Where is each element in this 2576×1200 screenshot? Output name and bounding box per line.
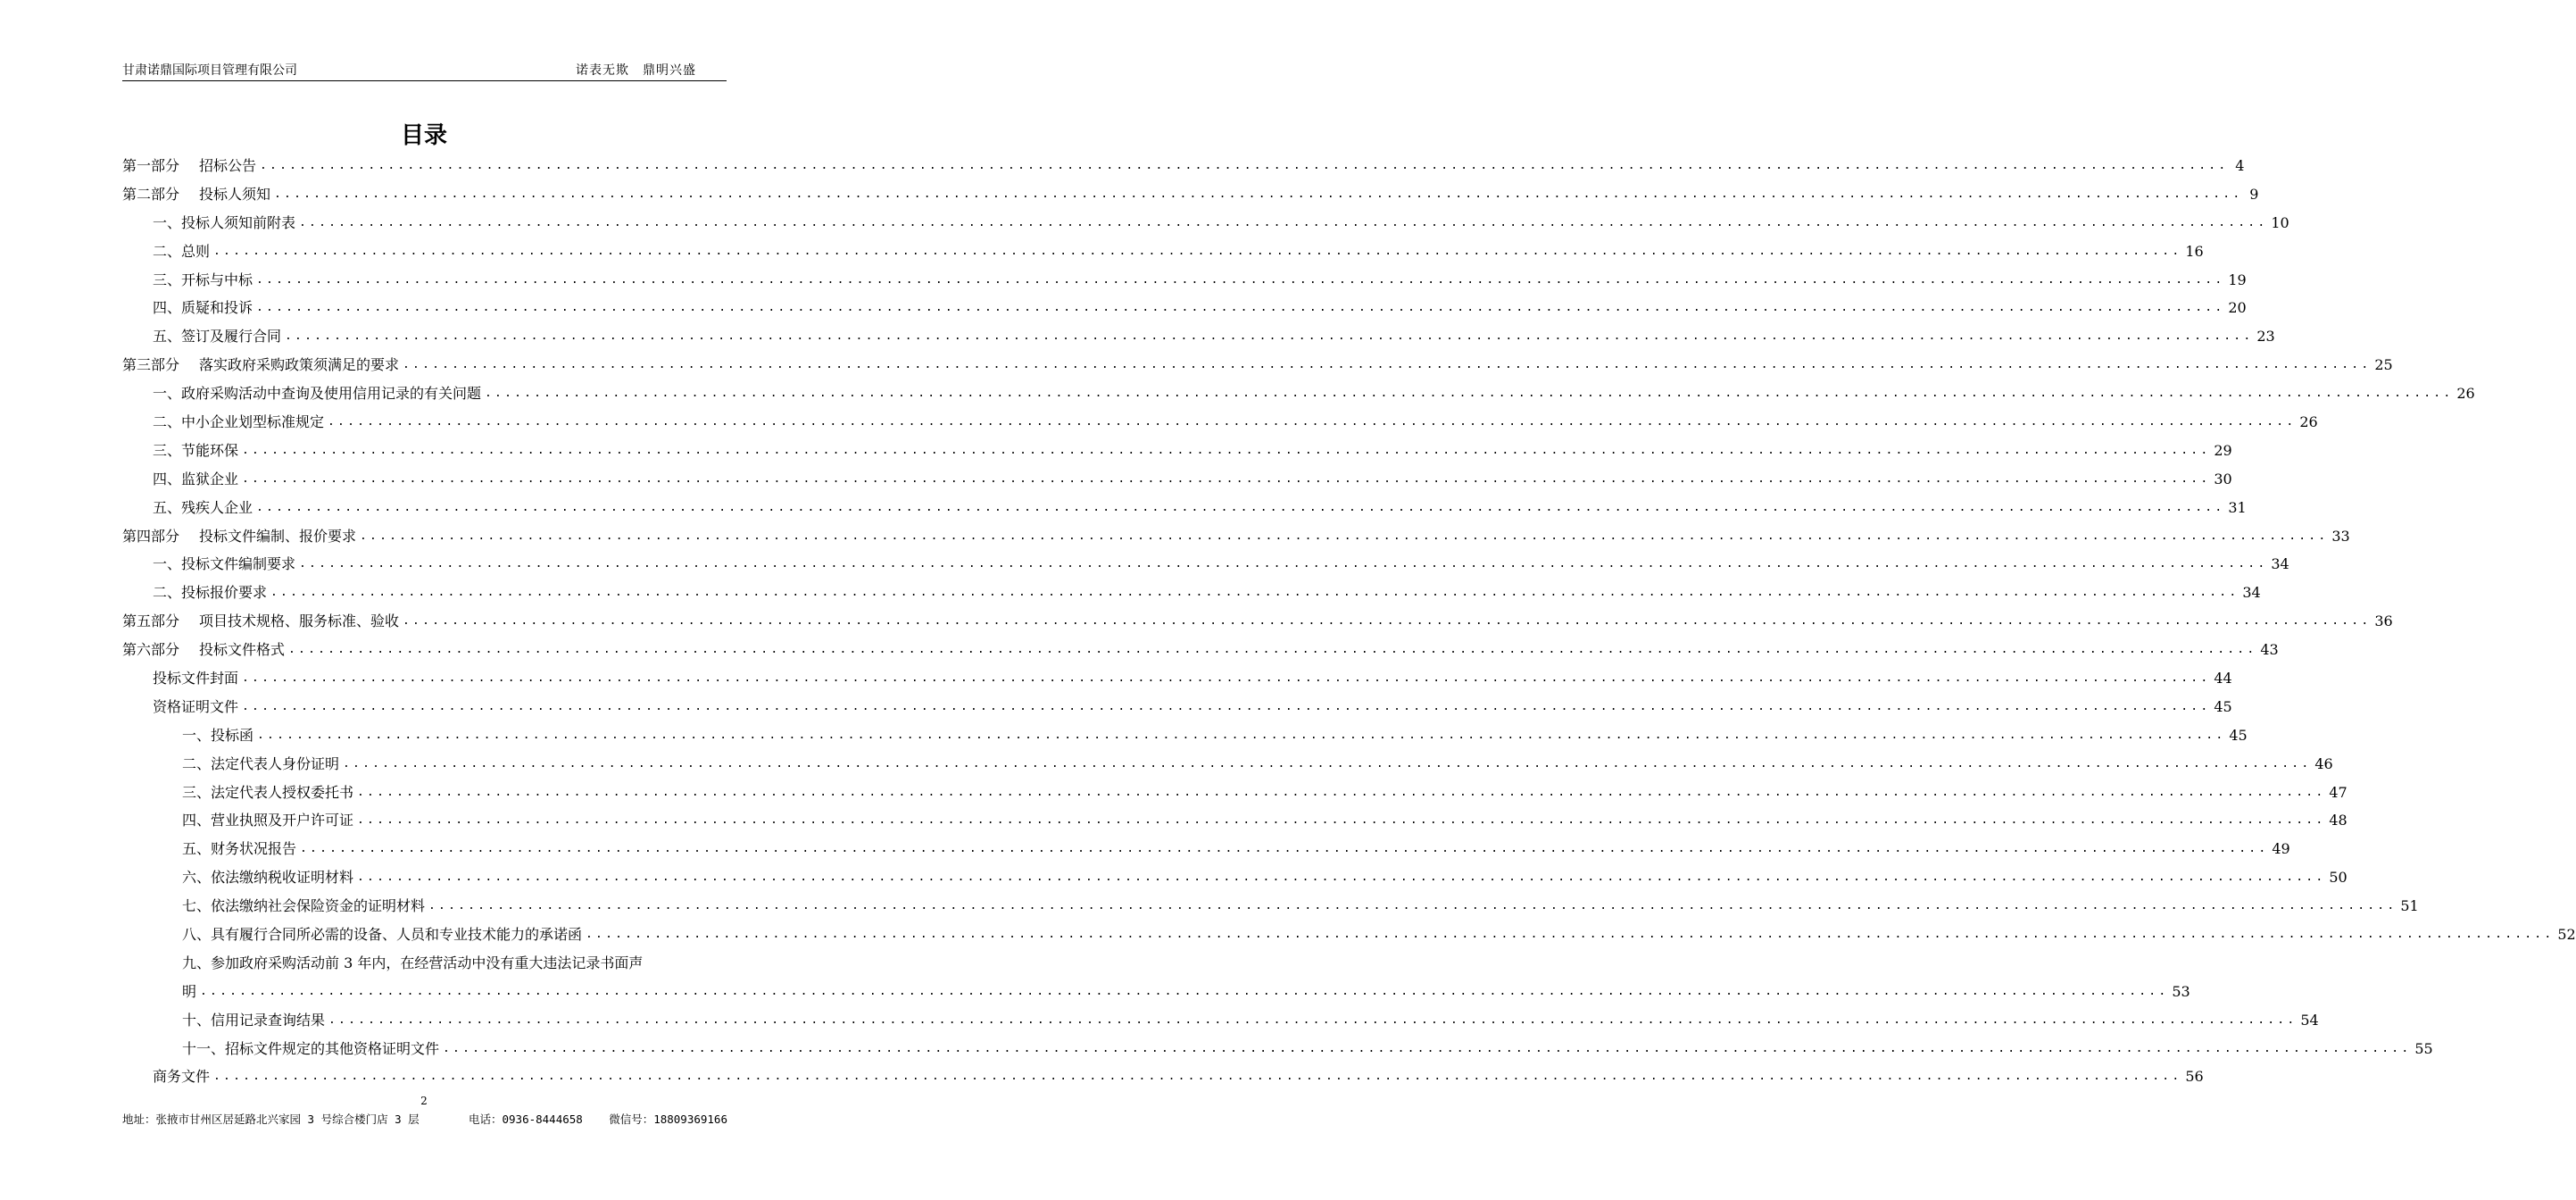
- toc-leader-dots: ........................................................................................................................................................................................................: [242, 471, 2211, 486]
- toc-entry-title: [122, 607, 399, 636]
- footer-wechat: 微信号：18809369166: [609, 1112, 727, 1126]
- toc-leader-dots: ........................................................................................................................................................................................................: [257, 728, 2226, 742]
- toc-entry[interactable]: [122, 806, 2347, 835]
- toc-page-number: 43: [2260, 641, 2279, 659]
- toc-entry-text: 七、依法缴纳社会保险资金的证明材料: [182, 897, 426, 915]
- table-of-contents: [122, 152, 2576, 1091]
- toc-page-number: 52: [2557, 926, 2576, 944]
- toc-entry-title: [182, 863, 353, 892]
- toc-entry-text: 五、财务状况报告: [182, 840, 297, 858]
- company-name: 甘肃诺鼎国际项目管理有限公司: [122, 63, 297, 78]
- toc-entry[interactable]: [122, 351, 2393, 379]
- footer-phone: 电话：0936-8444658: [469, 1112, 583, 1126]
- toc-entry-title: [153, 294, 253, 322]
- toc-entry-title: [122, 522, 356, 551]
- toc-page-number: 47: [2329, 783, 2347, 801]
- toc-page-number: 51: [2400, 897, 2419, 915]
- toc-entry-text: 一、政府采购活动中查询及使用信用记录的有关问题: [153, 385, 482, 403]
- toc-entry-continuation: 明: [182, 982, 197, 1000]
- toc-leader-dots: ........................................................................................................................................................................................................: [357, 785, 2326, 799]
- toc-leader-dots: ........................................................................................................................................................................................................: [260, 158, 2229, 172]
- toc-entry[interactable]: [122, 579, 2261, 607]
- toc-leader-dots: ........................................................................................................................................................................................................: [288, 643, 2257, 657]
- toc-entry-title: [153, 238, 210, 266]
- toc-part-label: 第三部分: [122, 356, 180, 374]
- toc-leader-dots: ........................................................................................................................................................................................................: [242, 699, 2211, 713]
- toc-entry[interactable]: [122, 835, 2290, 863]
- toc-entry-title: [182, 978, 196, 1006]
- toc-page-number: 20: [2228, 299, 2247, 317]
- toc-entry[interactable]: [122, 550, 2289, 579]
- toc-entry-text: 二、投标报价要求: [153, 584, 268, 602]
- toc-page-number: 33: [2331, 527, 2350, 545]
- toc-leader-dots: ........................................................................................................................................................................................................: [403, 614, 2372, 629]
- toc-entry[interactable]: [122, 408, 2318, 437]
- toc-entry[interactable]: [122, 607, 2393, 636]
- toc-leader-dots: ........................................................................................................................................................................................................: [213, 244, 2182, 258]
- toc-entry-title: [153, 408, 324, 437]
- toc-entry-title: [182, 949, 643, 978]
- toc-entry[interactable]: [122, 494, 2247, 522]
- toc-leader-dots: ........................................................................................................................................................................................................: [213, 1070, 2182, 1084]
- toc-page-number: 48: [2329, 812, 2347, 829]
- toc-entry[interactable]: [122, 1006, 2319, 1035]
- toc-leader-dots: ........................................................................................................................................................................................................: [428, 899, 2397, 913]
- toc-page-number: 19: [2228, 271, 2247, 288]
- company-slogan: 诺表无欺 鼎明兴盛: [576, 63, 696, 78]
- toc-page-number: 53: [2172, 982, 2190, 1000]
- toc-entry-text: 一、投标文件编制要求: [153, 555, 296, 573]
- toc-entry-title: [153, 1062, 210, 1091]
- page-header: [122, 59, 727, 81]
- toc-entry-title: [182, 750, 339, 779]
- toc-entry-text: 三、节能环保: [153, 441, 239, 459]
- toc-entry-title: [122, 351, 399, 379]
- toc-leader-dots: ........................................................................................................................................................................................................: [328, 415, 2297, 429]
- toc-entry-text: 十一、招标文件规定的其他资格证明文件: [182, 1039, 440, 1057]
- toc-entry-text: 投标文件封面: [153, 670, 239, 688]
- toc-entry-text: 资格证明文件: [153, 697, 239, 715]
- toc-entry-title: [153, 379, 481, 408]
- toc-leader-dots: ........................................................................................................................................................................................................: [357, 871, 2326, 885]
- toc-entry-text: 一、投标函: [182, 726, 254, 744]
- toc-page-number: 16: [2185, 242, 2204, 260]
- toc-entry-text: 四、质疑和投诉: [153, 299, 253, 317]
- toc-entry-title: [153, 322, 281, 351]
- toc-entry-text: 三、法定代表人授权委托书: [182, 783, 354, 801]
- toc-entry[interactable]: [122, 721, 2248, 750]
- toc-entry-text: 项目技术规格、服务标准、验收: [199, 612, 400, 630]
- toc-entry-text: 十、信用记录查询结果: [182, 1011, 326, 1029]
- toc-entry-text: 二、总则: [153, 242, 211, 260]
- toc-entry[interactable]: [122, 1035, 2433, 1063]
- toc-page-number: 34: [2242, 584, 2261, 602]
- toc-page-number: 55: [2414, 1039, 2433, 1057]
- toc-part-label: 第二部分: [122, 185, 180, 203]
- toc-entry-title: [153, 550, 295, 579]
- toc-entry[interactable]: [122, 892, 2419, 921]
- toc-page-number: 50: [2329, 869, 2347, 887]
- toc-entry[interactable]: [122, 209, 2289, 238]
- toc-page-number: 29: [2214, 441, 2232, 459]
- toc-entry[interactable]: [122, 180, 2259, 209]
- toc-page-number: 26: [2299, 413, 2318, 430]
- page-number: 2: [420, 1095, 428, 1107]
- toc-entry[interactable]: [122, 294, 2247, 322]
- toc-entry-text: 三、开标与中标: [153, 271, 253, 288]
- toc-entry-title: [182, 779, 353, 807]
- toc-entry-title: [182, 1035, 439, 1063]
- toc-entry-title: [153, 693, 238, 721]
- toc-leader-dots: ........................................................................................................................................................................................................: [285, 329, 2254, 344]
- toc-entry[interactable]: [122, 779, 2347, 807]
- toc-page-number: 46: [2314, 754, 2333, 772]
- toc-entry[interactable]: [122, 522, 2350, 551]
- toc-entry-text: 一、投标人须知前附表: [153, 213, 296, 231]
- page-title: 目录: [400, 122, 447, 149]
- toc-entry-text: 投标文件编制、报价要求: [199, 527, 357, 545]
- toc-entry-title: [153, 209, 295, 238]
- toc-entry[interactable]: [122, 437, 2232, 465]
- toc-entry-text: 商务文件: [153, 1068, 211, 1086]
- toc-entry-title: [122, 152, 256, 180]
- toc-page-number: 23: [2256, 328, 2275, 346]
- toc-entry[interactable]: [122, 238, 2204, 266]
- toc-leader-dots: ........................................................................................................................................................................................................: [299, 557, 2268, 571]
- toc-leader-dots: ........................................................................................................................................................................................................: [270, 586, 2239, 600]
- toc-entry-title: [122, 636, 285, 664]
- toc-leader-dots: ........................................................................................................................................................................................................: [443, 1041, 2412, 1055]
- toc-page-number: 30: [2214, 470, 2232, 488]
- toc-leader-dots: ........................................................................................................................................................................................................: [274, 187, 2243, 201]
- toc-entry[interactable]: [122, 322, 2275, 351]
- toc-leader-dots: ........................................................................................................................................................................................................: [242, 671, 2211, 686]
- toc-leader-dots: ........................................................................................................................................................................................................: [256, 272, 2225, 287]
- toc-page-number: 4: [2235, 156, 2245, 174]
- toc-page-number: 9: [2249, 185, 2259, 203]
- toc-entry[interactable]: [122, 949, 727, 978]
- toc-entry-text: 八、具有履行合同所必需的设备、人员和专业技术能力的承诺函: [182, 926, 583, 944]
- toc-entry-title: [153, 664, 238, 693]
- toc-page-number: 36: [2374, 612, 2393, 630]
- toc-page-number: 49: [2272, 840, 2290, 858]
- toc-entry[interactable]: [122, 664, 2232, 693]
- toc-entry-title: [153, 465, 238, 494]
- toc-part-label: 第四部分: [122, 527, 180, 545]
- toc-entry-text: 四、营业执照及开户许可证: [182, 812, 354, 829]
- toc-entry-text: 五、签订及履行合同: [153, 328, 282, 346]
- toc-entry-title: [182, 892, 425, 921]
- toc-entry-title: [182, 721, 253, 750]
- toc-entry[interactable]: [122, 978, 2190, 1006]
- toc-entry[interactable]: [122, 636, 2279, 664]
- toc-entry-text: 招标公告: [199, 156, 257, 174]
- toc-entry[interactable]: [122, 152, 2245, 180]
- toc-entry-text: 投标人须知: [199, 185, 271, 203]
- toc-entry[interactable]: [122, 379, 2475, 408]
- toc-entry-title: [182, 921, 582, 949]
- toc-entry-text: 二、中小企业划型标准规定: [153, 413, 325, 430]
- toc-entry-title: [182, 835, 296, 863]
- toc-page-number: 26: [2456, 385, 2475, 403]
- toc-part-label: 第一部分: [122, 156, 180, 174]
- toc-page-number: 10: [2271, 213, 2289, 231]
- toc-page-number: 54: [2300, 1011, 2319, 1029]
- toc-entry-text: 四、监狱企业: [153, 470, 239, 488]
- toc-entry[interactable]: [122, 863, 2347, 892]
- toc-page-number: 34: [2271, 555, 2289, 573]
- footer-address: 地址：张掖市甘州区居延路北兴家园 3 号综合楼门店 3 层: [122, 1112, 420, 1126]
- toc-leader-dots: ........................................................................................................................................................................................................: [360, 529, 2329, 543]
- toc-part-label: 第六部分: [122, 641, 180, 659]
- toc-page-number: 45: [2214, 697, 2232, 715]
- toc-part-label: 第五部分: [122, 612, 180, 630]
- toc-entry[interactable]: [122, 750, 2333, 779]
- toc-entry[interactable]: [122, 693, 2232, 721]
- toc-entry-text: 九、参加政府采购活动前 3 年内，在经营活动中没有重大违法记录书面声: [182, 954, 644, 971]
- toc-page-number: 45: [2229, 726, 2248, 744]
- toc-entry[interactable]: [122, 465, 2232, 494]
- toc-entry-text: 二、法定代表人身份证明: [182, 754, 340, 772]
- toc-entry[interactable]: [122, 1063, 2204, 1092]
- toc-leader-dots: ........................................................................................................................................................................................................: [300, 842, 2269, 856]
- toc-page-number: 25: [2374, 356, 2393, 374]
- toc-entry-title: [153, 437, 238, 465]
- toc-leader-dots: ........................................................................................................................................................................................................: [403, 358, 2372, 372]
- toc-entry-title: [153, 579, 267, 607]
- toc-entry-title: [122, 180, 270, 209]
- toc-entry-title: [182, 806, 353, 835]
- toc-entry-title: [153, 266, 253, 295]
- toc-leader-dots: ........................................................................................................................................................................................................: [357, 813, 2326, 828]
- toc-entry-title: [182, 1006, 325, 1035]
- toc-leader-dots: ........................................................................................................................................................................................................: [343, 756, 2312, 771]
- toc-leader-dots: ........................................................................................................................................................................................................: [256, 500, 2225, 514]
- toc-leader-dots: ........................................................................................................................................................................................................: [242, 443, 2211, 457]
- toc-page-number: 44: [2214, 670, 2232, 688]
- toc-entry-text: 六、依法缴纳税收证明材料: [182, 869, 354, 887]
- toc-leader-dots: ........................................................................................................................................................................................................: [485, 387, 2454, 401]
- toc-leader-dots: ........................................................................................................................................................................................................: [586, 928, 2555, 942]
- toc-leader-dots: ........................................................................................................................................................................................................: [200, 984, 2169, 998]
- toc-entry-text: 五、残疾人企业: [153, 498, 253, 516]
- toc-entry-text: 落实政府采购政策须满足的要求: [199, 356, 400, 374]
- toc-page-number: 56: [2185, 1068, 2204, 1086]
- toc-leader-dots: ........................................................................................................................................................................................................: [256, 301, 2225, 315]
- toc-entry[interactable]: [122, 266, 2247, 295]
- toc-entry[interactable]: [122, 921, 2576, 949]
- toc-entry-title: [153, 494, 253, 522]
- toc-entry-text: 投标文件格式: [199, 641, 286, 659]
- toc-page-number: 31: [2228, 498, 2247, 516]
- toc-leader-dots: ........................................................................................................................................................................................................: [328, 1012, 2298, 1027]
- toc-leader-dots: ........................................................................................................................................................................................................: [299, 215, 2268, 229]
